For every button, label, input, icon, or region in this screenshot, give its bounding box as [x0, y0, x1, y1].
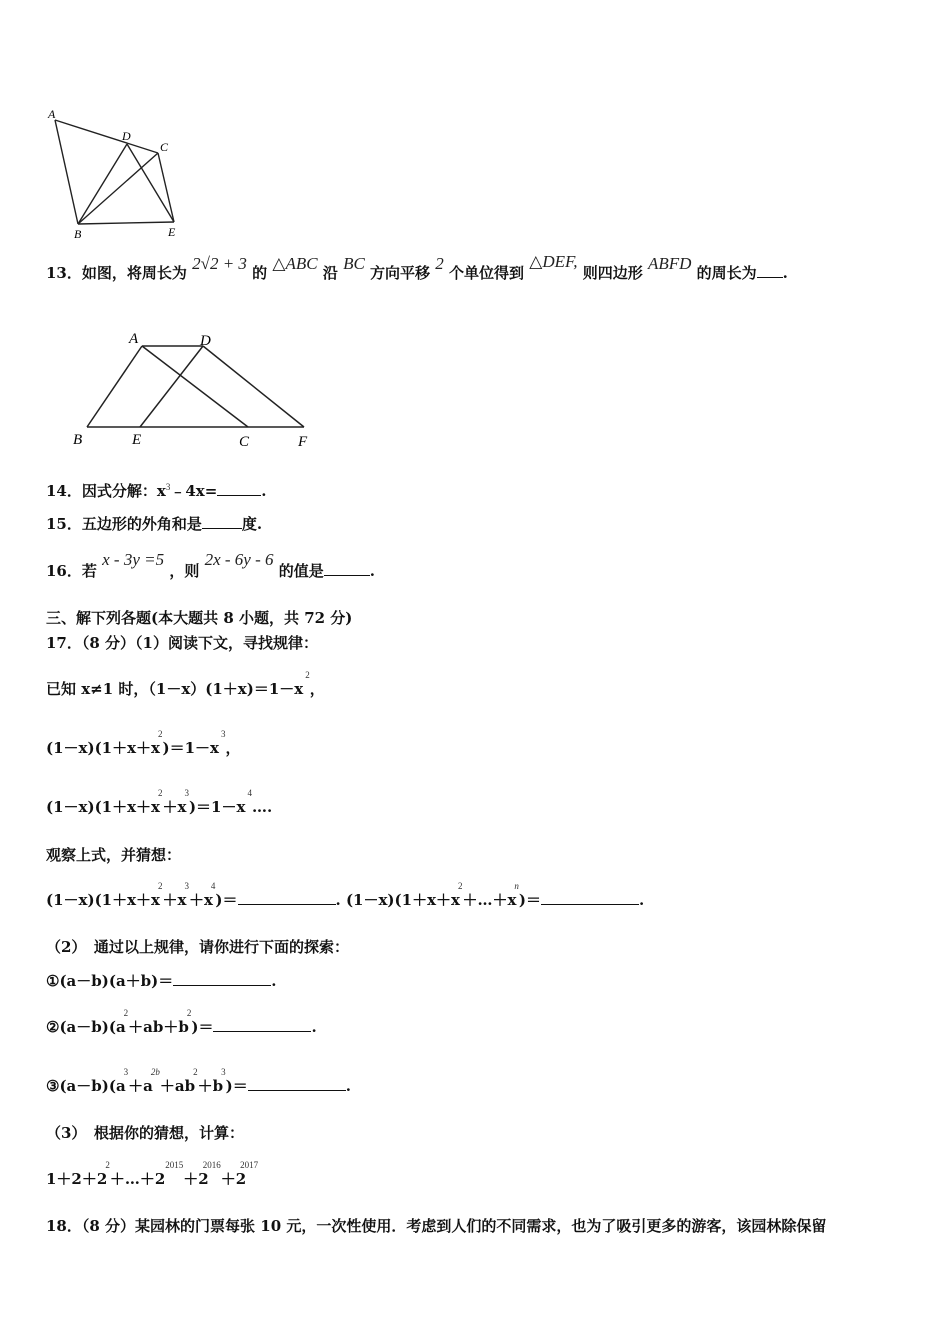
q13-text-3: 方向平移 [370, 264, 431, 282]
question-18: 18．（8 分）某园林的门票每张 10 元，一次性使用．考虑到人们的不同需求，也为了吸引更多的游客，该园林除保留 [46, 1217, 827, 1235]
q15-end: 度. [241, 515, 263, 533]
q17-e2-end: . [311, 1018, 317, 1036]
figure-translation-abc-def [66, 325, 326, 455]
q17-explore-3 [46, 1067, 351, 1096]
q17-calc-sup-1: 2 [105, 1160, 110, 1170]
q17-e3-sup-3: 2 [193, 1067, 198, 1077]
q13-end: . [782, 264, 788, 282]
q17-guess-text-e: . (1－x)(1＋x＋x [335, 891, 460, 909]
figure-quadrilateral-abce [40, 105, 190, 245]
q17-e3-blank[interactable] [248, 1076, 346, 1091]
fig12-seg-ab [55, 120, 78, 224]
fig13-label-f: F [298, 434, 308, 450]
q14-sup: 3 [165, 482, 171, 492]
q17-calc-sup-3: 2016 [202, 1160, 221, 1170]
q17-e3-sup-4: 3 [221, 1067, 226, 1077]
q17-calc-sup-4: 2017 [240, 1160, 259, 1170]
fig13-label-c: C [239, 434, 250, 450]
question-13 [46, 252, 788, 283]
q17-e2-blank[interactable] [213, 1017, 311, 1032]
question-15 [46, 513, 262, 534]
q15-answer-blank[interactable] [202, 514, 242, 529]
q17-l3-text-b: ＋x [162, 798, 187, 816]
q17-guess-sup-5: n [514, 881, 519, 891]
q17-calc-text-d: ＋2 [220, 1170, 247, 1188]
q17-guess-blank-2[interactable] [541, 890, 639, 905]
q17-l3-text-c: )＝1－x [188, 798, 246, 816]
fig12-label-a: A [48, 107, 56, 121]
q13-segment-bc: BC [343, 254, 365, 273]
q17-l2-sup-1: 2 [158, 729, 163, 739]
fig13-label-b: B [73, 432, 83, 448]
q17-part-2: （2） 通过以上规律，请你进行下面的探索： [46, 938, 349, 956]
q17-guess-sup-2: 3 [184, 881, 189, 891]
section-3-heading: 三、解下列各题(本大题共 8 小题，共 72 分) [46, 609, 353, 627]
q17-e2-sup-2: 2 [186, 1008, 192, 1018]
fig12-seg-bd [78, 144, 127, 224]
q13-text-1: 的 [252, 264, 268, 282]
q17-calc-line [46, 1160, 259, 1189]
fig12-seg-ac [55, 120, 158, 153]
q17-l3-end: …. [251, 798, 273, 816]
q16-number: 16．若 [46, 562, 97, 580]
q17-guess-sup-3: 4 [210, 881, 216, 891]
q17-guess-line [46, 881, 645, 910]
q17-l2-end: ， [225, 739, 241, 757]
fig12-seg-ce [158, 153, 174, 222]
q17-calc-text-a: 1＋2＋2 [46, 1170, 108, 1188]
q16-mid: ，则 [169, 562, 200, 580]
q16-answer-blank[interactable] [324, 561, 370, 576]
q17-e2-text-a: ②(a－b)(a [46, 1018, 126, 1036]
q17-guess-text-g: )＝ [518, 891, 542, 909]
q17-e3-sup-2: 2b [150, 1067, 160, 1077]
fig13-label-d: D [200, 333, 211, 349]
q13-text-5: 则四边形 [582, 264, 643, 282]
fig12-seg-bc [78, 153, 158, 224]
q17-e2-sup-1: 2 [123, 1008, 129, 1018]
q17-e1-end: . [271, 972, 277, 990]
question-16 [46, 550, 375, 581]
fig12-seg-de [127, 144, 174, 222]
q17-guess-text-f: ＋…＋x [462, 891, 517, 909]
q16-expression: 2x - 6y - 6 [204, 550, 274, 569]
q17-observe: 观察上式，并猜想： [46, 846, 182, 864]
q17-e3-sup-1: 3 [123, 1067, 129, 1077]
q17-guess-sup-1: 2 [158, 881, 163, 891]
q17-guess-text-c: ＋x [188, 891, 213, 909]
q17-l3-text-a: (1－x)(1＋x＋x [46, 798, 160, 816]
q17-l2-text-b: )＝1－x [162, 739, 219, 757]
q17-calc-text-c: ＋2 [183, 1170, 209, 1188]
fig13-seg-de [140, 346, 203, 427]
q17-l3-sup-3: 4 [247, 788, 252, 798]
q17-e3-text-b: ＋a [128, 1077, 153, 1095]
q17-l1-end: ， [309, 680, 325, 698]
q13-perimeter-expr: 2√2 + 3 [192, 254, 247, 273]
question-14 [46, 480, 267, 501]
q17-e2-text-c: )＝ [191, 1018, 214, 1036]
q16-end: . [369, 562, 375, 580]
q13-triangle-abc: △ABC [272, 254, 318, 273]
fig13-seg-df [203, 346, 304, 427]
q16-condition: x - 3y =5 [102, 550, 165, 569]
fig12-seg-be [78, 222, 174, 224]
q17-line-3 [46, 788, 273, 817]
q17-guess-end: . [639, 891, 645, 909]
q17-e3-text-c: ＋ab [159, 1077, 196, 1095]
q17-l1-sup: 2 [305, 670, 310, 680]
q15-text: 15．五边形的外角和是 [46, 515, 202, 533]
q13-answer-blank[interactable] [757, 263, 783, 278]
q17-part-3: （3） 根据你的猜想，计算： [46, 1124, 244, 1142]
q17-guess-text-a: (1－x)(1＋x＋x [46, 891, 160, 909]
q17-calc-sup-2: 2015 [165, 1160, 184, 1170]
q14-rest: ﹣4x= [170, 482, 218, 500]
q17-l2-sup-2: 3 [220, 729, 226, 739]
q17-l1-text: 已知 x≠1 时，（1－x）(1＋x)＝1－x [46, 680, 304, 698]
q17-e3-text-e: )＝ [225, 1077, 248, 1095]
fig13-seg-ab [87, 346, 142, 427]
q17-guess-text-d: )＝ [215, 891, 238, 909]
q17-e1-text: ①(a－b)(a＋b)＝ [46, 972, 174, 990]
q17-e3-text-a: ③(a－b)(a [46, 1077, 126, 1095]
q17-guess-text-b: ＋x [162, 891, 187, 909]
q17-e1-blank[interactable] [173, 971, 271, 986]
fig13-seg-ac [142, 346, 248, 427]
q14-answer-blank[interactable] [217, 481, 261, 496]
q17-explore-2 [46, 1008, 317, 1037]
q13-triangle-def: △DEF, [529, 252, 578, 271]
q14-end: . [261, 482, 267, 500]
fig12-label-d: D [122, 129, 131, 143]
q13-text-4: 个单位得到 [449, 264, 525, 282]
q16-tail: 的值是 [278, 562, 324, 580]
q17-line-1 [46, 670, 325, 699]
q17-l3-sup-2: 3 [184, 788, 189, 798]
q14-text: 14．因式分解：x [46, 482, 166, 500]
fig12-label-b: B [74, 227, 82, 241]
q13-text-2: 沿 [322, 264, 338, 282]
q17-header: 17．（8 分）（1）阅读下文，寻找规律： [46, 634, 318, 652]
q17-calc-text-b: ＋…＋2 [109, 1170, 166, 1188]
fig13-label-e: E [132, 432, 142, 448]
q13-shift-units: 2 [435, 254, 444, 273]
q17-l3-sup-1: 2 [158, 788, 163, 798]
fig12-label-e: E [168, 225, 176, 239]
q13-quad-abfd: ABFD [647, 254, 692, 273]
q13-number: 13．如图，将周长为 [46, 264, 187, 282]
q17-e3-end: . [345, 1077, 351, 1095]
q13-text-6: 的周长为 [696, 264, 757, 282]
q17-line-2 [46, 729, 241, 758]
fig12-label-c: C [160, 140, 169, 154]
q17-l2-text-a: (1－x)(1＋x＋x [46, 739, 160, 757]
fig13-label-a: A [129, 331, 139, 347]
q17-e2-text-b: ＋ab＋b [128, 1018, 189, 1036]
q17-explore-1 [46, 970, 277, 991]
q17-guess-blank-1[interactable] [238, 890, 336, 905]
q17-guess-sup-4: 2 [457, 881, 463, 891]
q17-e3-text-d: ＋b [197, 1077, 224, 1095]
